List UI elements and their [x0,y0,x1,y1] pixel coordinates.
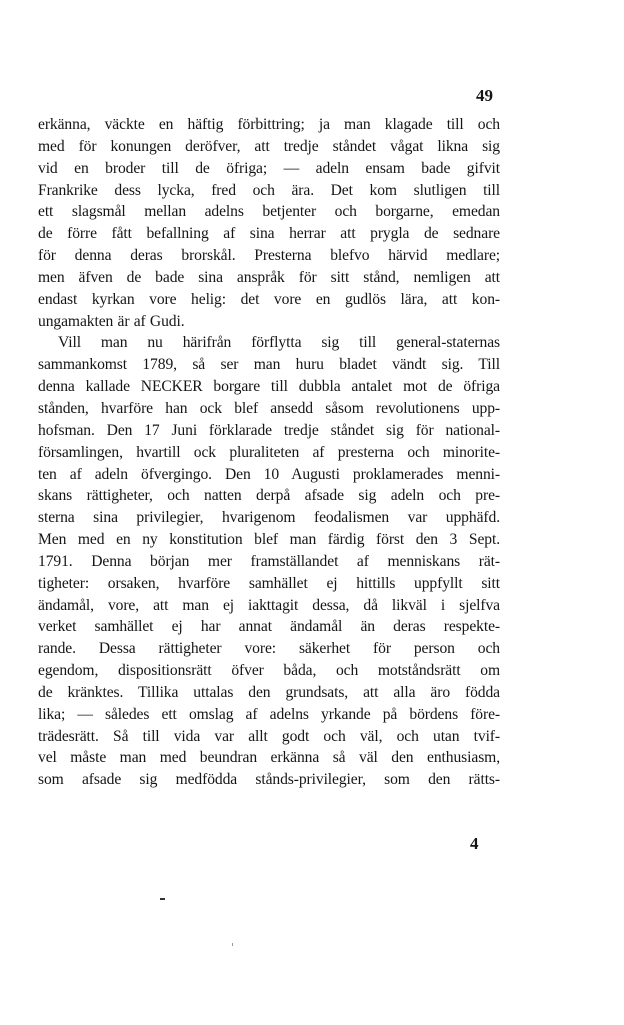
signature-mark: 4 [470,834,479,853]
text-line-3: vid en broder till de öfriga; — adeln ensam bade gifvit [38,159,500,177]
text-line-24: verket samhället ej har annat ändamål än deras respekte- [38,618,500,636]
text-line-5: ett slagsmål mellan adelns betjenter och borgarne, emedan [38,203,500,221]
page-number: 49 [476,86,493,105]
text-line-20: Men med en ny konstitution blef man färdig först den 3 Sept. [38,531,500,549]
text-line-25: rande. Dessa rättigheter vore: säkerhet för person och [38,640,500,658]
text-line-23: ändamål, vore, att man ej iakttagit dessa, då likväl i sjelfva [38,596,500,614]
text-line-6: de förre fått befallning af sina herrar att prygla de sednare [38,225,500,243]
body-text [38,114,500,791]
text-line-28: lika; — således ett omslag af adelns yrkande på bördens före- [38,705,500,723]
text-line-11: Vill man nu härifrån förflytta sig till general-staternas [58,334,500,352]
text-line-17: ten af adeln öfvergingo. Den 10 Augusti proklamerades menni- [38,465,500,483]
ink-speck [160,898,165,900]
text-line-9: endast kyrkan vore helig: det vore en gudlös lära, att kon- [38,290,500,308]
text-line-15: hofsman. Den 17 Juni förklarade tredje ståndet sig för national- [38,421,500,439]
text-line-30: vel måste man med beundran erkänna så väl den enthusiasm, [38,749,500,767]
text-line-21: 1791. Denna början mer framställandet af menniskans rät- [38,552,500,570]
text-line-12: sammankomst 1789, så ser man huru bladet vändt sig. Till [38,356,500,374]
text-line-14: stånden, hvarföre han ock blef ansedd såsom revolutionens upp- [38,399,500,417]
text-line-2: med för konungen deröfver, att tredje ståndet vågat likna sig [38,137,500,155]
text-line-4: Frankrike dess lycka, fred och ära. Det kom slutligen till [38,181,500,199]
text-line-31: som afsade sig medfödda stånds-privilegier, som den rätts- [38,771,500,789]
text-line-1: erkänna, väckte en häftig förbittring; ja man klagade till och [38,116,500,133]
text-line-22: tigheter: orsaken, hvarföre samhället ej hittills uppfyllt sitt [38,574,500,592]
text-line-27: de kränktes. Tillika uttalas den grundsats, att alla äro födda [38,683,500,701]
text-line-16: församlingen, hvartill ock pluraliteten af presterna och minorite- [38,443,500,461]
text-line-26: egendom, dispositionsrätt öfver båda, och motståndsrätt om [38,662,500,680]
text-line-8: men äfven de bade sina anspråk för sitt stånd, nemligen att [38,268,500,286]
text-line-18: skans rättigheter, och natten derpå afsade sig adeln och pre- [38,487,500,505]
text-line-13: denna kallade NECKER borgare till dubbla antalet mot de öfriga [38,378,500,396]
text-line-10: ungamakten är af Gudi. [38,312,185,330]
text-line-29: trädesrätt. Så till vida var allt godt och väl, och utan tvif- [38,727,500,745]
text-line-19: sterna sina privilegier, hvarigenom feodalismen var upphäfd. [38,509,500,527]
ink-speck [232,943,233,946]
text-line-7: för denna deras brorskål. Presterna blefvo härvid medlare; [38,247,500,265]
